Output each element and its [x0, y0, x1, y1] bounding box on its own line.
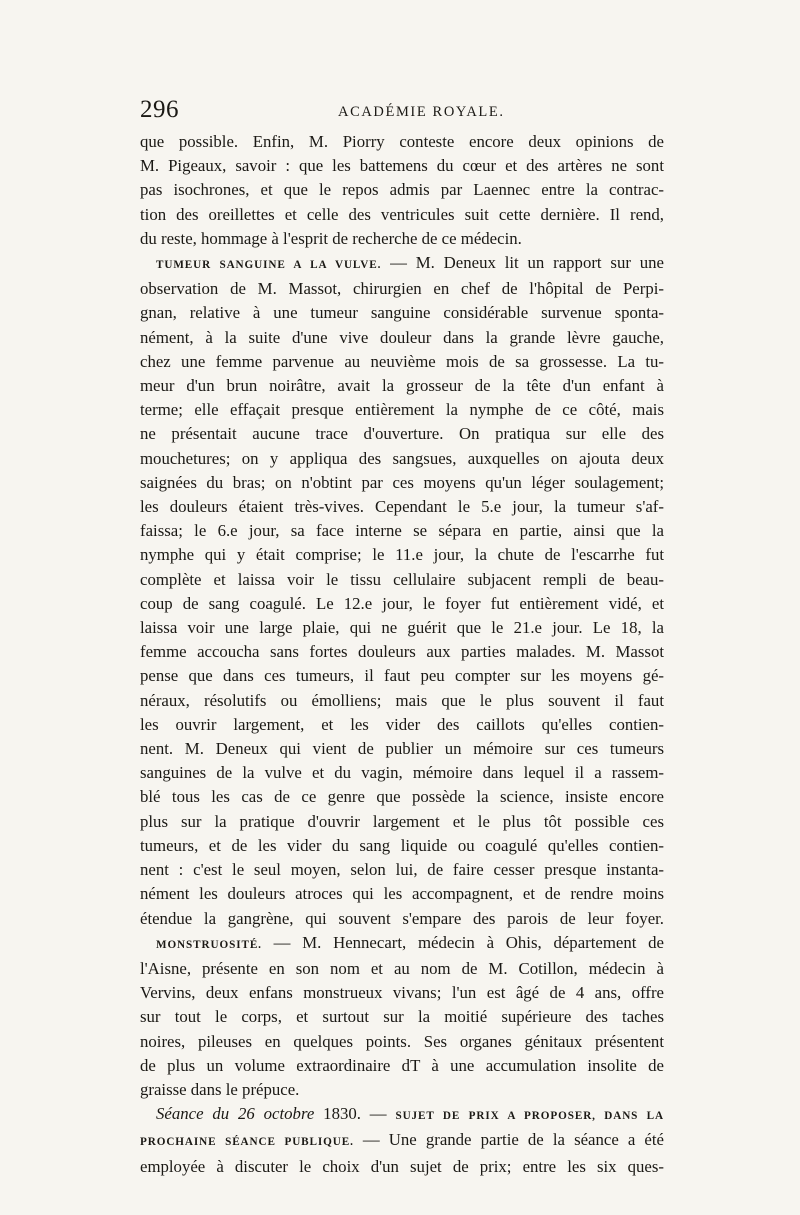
- text-line: sur tout le corps, et surtout sur la moitié supérieure des taches: [140, 1007, 664, 1027]
- section-heading-sujet-de-prix: SUJET DE PRIX A PROPOSER, DANS LA: [395, 1110, 665, 1123]
- text-fragment: — Une grande partie de la séance a été: [353, 1130, 664, 1150]
- text-line: l'Aisne, présente en son nom et au nom de M. Cotillon, médecin à: [140, 958, 664, 978]
- text-line: de plus un volume extraordinaire dT à une accumulation insolite de: [140, 1055, 664, 1075]
- text-line: gnan, relative à une tumeur sanguine considérable survenue sponta-: [140, 303, 664, 323]
- text-line: du reste, hommage à l'esprit de recherche de ce médecin.: [140, 228, 522, 248]
- text-fragment: — M. Hennecart, médecin à Ohis, département de: [261, 932, 664, 952]
- text-line: chez une femme parvenue au neuvième mois de sa grossesse. La tu-: [140, 351, 664, 371]
- text-fragment: 1830. —: [314, 1104, 396, 1124]
- text-line: étendue la gangrène, qui souvent s'empare des parois de leur foyer.: [140, 908, 664, 928]
- section-heading-line: [140, 931, 664, 957]
- text-line: [140, 1128, 664, 1154]
- text-line: nément les douleurs atroces qui les accompagnent, et de rendre moins: [140, 884, 664, 904]
- text-line: coup de sang coagulé. Le 12.e jour, le foyer fut entièrement vidé, et: [140, 593, 664, 613]
- text-line: graisse dans le prépuce.: [140, 1079, 300, 1099]
- text-line: nymphe qui y était comprise; le 11.e jour, la chute de l'escarrhe fut: [140, 545, 664, 565]
- section-heading-line: [140, 251, 664, 277]
- text-line: sanguines de la vulve et du vagin, mémoire dans lequel il a rassem-: [140, 763, 664, 783]
- text-line: M. Pigeaux, savoir : que les battemens du cœur et des artères ne sont: [140, 156, 664, 176]
- text-line: noires, pileuses en quelques points. Ses organes génitaux présentent: [140, 1031, 664, 1051]
- text-fragment: — M. Deneux lit un rapport sur une: [381, 253, 664, 273]
- session-date: Séance du 26 octobre: [156, 1104, 315, 1124]
- text-line: ne présentait aucune trace d'ouverture. On pratiqua sur elle des: [140, 424, 664, 444]
- text-line: employée à discuter le choix d'un sujet de prix; entre les six ques-: [140, 1156, 664, 1176]
- text-line: tion des oreillettes et celle des ventricules suit cette dernière. Il rend,: [140, 204, 664, 224]
- text-line: femme accoucha sans fortes douleurs aux parties malades. M. Massot: [140, 642, 664, 662]
- text-line: que possible. Enfin, M. Piorry conteste encore deux opinions de: [140, 132, 664, 151]
- text-line: saignées du bras; on n'obtint par ces moyens qu'un léger soulagement;: [140, 472, 664, 492]
- section-heading-monstruosite: MONSTRUOSITÉ.: [156, 938, 262, 951]
- text-line: laissa voir une large plaie, qui ne guérit que le 21.e jour. Le 18, la: [140, 618, 664, 638]
- text-line: observation de M. Massot, chirurgien en chef de l'hôpital de Perpi-: [140, 279, 664, 299]
- text-line: nent : c'est le seul moyen, selon lui, de faire cesser presque instanta-: [140, 860, 664, 880]
- text-line: les douleurs étaient très-vives. Cependant le 5.e jour, la tumeur s'af-: [140, 497, 664, 517]
- section-heading-tumeur: TUMEUR SANGUINE A LA VULVE.: [156, 259, 382, 272]
- text-line: pas isochrones, et que le repos admis par Laennec entre la contrac-: [140, 180, 664, 200]
- session-heading-line: [140, 1102, 664, 1128]
- text-line: néraux, résolutifs ou émolliens; mais que le plus souvent il faut: [140, 690, 664, 710]
- text-line: terme; elle effaçait presque entièrement la nymphe de ce côté, mais: [140, 400, 664, 420]
- text-line: tumeurs, et de les vider du sang liquide ou coagulé qu'elles contien-: [140, 835, 664, 855]
- running-head: ACADÉMIE ROYALE.: [338, 104, 505, 120]
- text-line: plus sur la pratique d'ouvrir largement et le plus tôt possible ces: [140, 811, 664, 831]
- text-line: complète et laissa voir le tissu cellulaire subjacent rempli de beau-: [140, 569, 664, 589]
- text-line: faissa; le 6.e jour, sa face interne se sépara en partie, ainsi que la: [140, 521, 664, 541]
- body-text: [140, 130, 664, 1179]
- text-line: nément, à la suite d'une vive douleur dans la grande lèvre gauche,: [140, 327, 664, 347]
- page-number: 296: [140, 96, 179, 123]
- text-line: Vervins, deux enfans monstrueux vivans; l'un est âgé de 4 ans, offre: [140, 983, 664, 1003]
- section-heading-continued: PROCHAINE SÉANCE PUBLIQUE.: [140, 1136, 354, 1149]
- text-line: meur d'un brun noirâtre, avait la grosseur de la tête d'un enfant à: [140, 376, 664, 396]
- text-line: les ouvrir largement, et les vider des caillots qu'elles contien-: [140, 714, 664, 734]
- text-line: nent. M. Deneux qui vient de publier un mémoire sur ces tumeurs: [140, 739, 664, 759]
- text-line: pense que dans ces tumeurs, il faut peu compter sur les moyens gé-: [140, 666, 664, 686]
- text-line: blé tous les cas de ce genre que possède la science, insiste encore: [140, 787, 664, 807]
- text-line: mouchetures; on y appliqua des sangsues, auxquelles on ajouta deux: [140, 448, 664, 468]
- page-header: [140, 96, 664, 130]
